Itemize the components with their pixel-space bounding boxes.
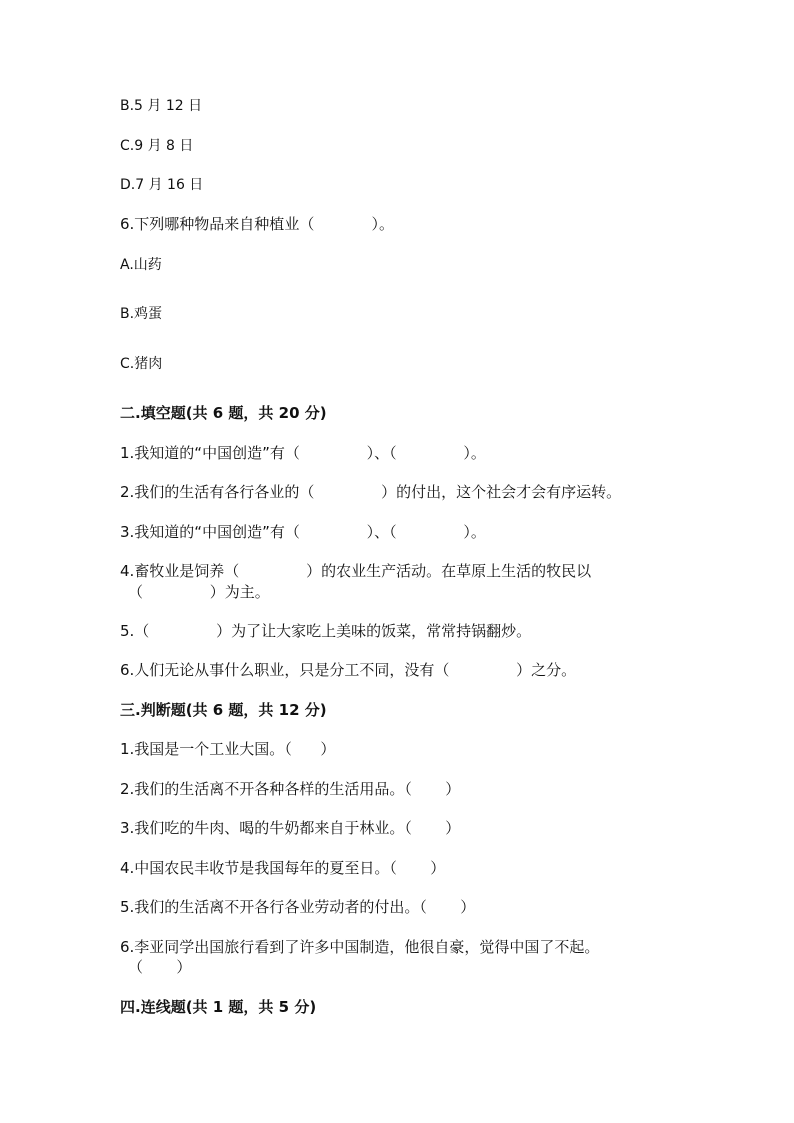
judge-item-3: 3.我们吃的牛肉、喝的牛奶都来自于林业。（ ） <box>120 819 461 837</box>
q6-option-a: A.山药 <box>120 257 162 273</box>
judge-item-1: 1.我国是一个工业大国。（ ） <box>120 740 336 758</box>
fill-item-5: 5.（ ）为了让大家吃上美味的饭菜，常常持锅翻炒。 <box>120 622 532 640</box>
q5-option-d: D.7 月 16 日 <box>120 177 204 193</box>
judge-item-4: 4.中国农民丰收节是我国每年的夏至日。（ ） <box>120 859 446 877</box>
fill-item-3: 3.我知道的“中国创造”有（ ）、（ ）。 <box>120 523 486 541</box>
judge-item-6: 6.李亚同学出国旅行看到了许多中国制造，他很自豪，觉得中国了不起。 <box>120 938 600 956</box>
fill-item-6: 6.人们无论从事什么职业，只是分工不同，没有（ ）之分。 <box>120 661 577 679</box>
judge-item-6-continued: （ ） <box>128 958 192 976</box>
q6-option-b: B.鸡蛋 <box>120 306 163 322</box>
q5-option-b: B.5 月 12 日 <box>120 98 203 114</box>
fill-item-1: 1.我知道的“中国创造”有（ ）、（ ）。 <box>120 444 486 462</box>
q6-stem: 6.下列哪种物品来自种植业（ ）。 <box>120 215 395 233</box>
section4-heading: 四.连线题(共 1 题，共 5 分) <box>120 998 317 1016</box>
section3-heading: 三.判断题(共 6 题，共 12 分) <box>120 701 327 719</box>
fill-item-2: 2.我们的生活有各行各业的（ ）的付出，这个社会才会有序运转。 <box>120 483 622 501</box>
q6-option-c: C.猪肉 <box>120 356 163 372</box>
judge-item-5: 5.我们的生活离不开各行各业劳动者的付出。（ ） <box>120 898 476 916</box>
fill-item-4-continued: （ ）为主。 <box>128 583 270 601</box>
q5-option-c: C.9 月 8 日 <box>120 138 194 154</box>
section2-heading: 二.填空题(共 6 题，共 20 分) <box>120 404 327 422</box>
judge-item-2: 2.我们的生活离不开各种各样的生活用品。（ ） <box>120 780 461 798</box>
fill-item-4: 4.畜牧业是饲养（ ）的农业生产活动。在草原上生活的牧民以 <box>120 562 592 580</box>
